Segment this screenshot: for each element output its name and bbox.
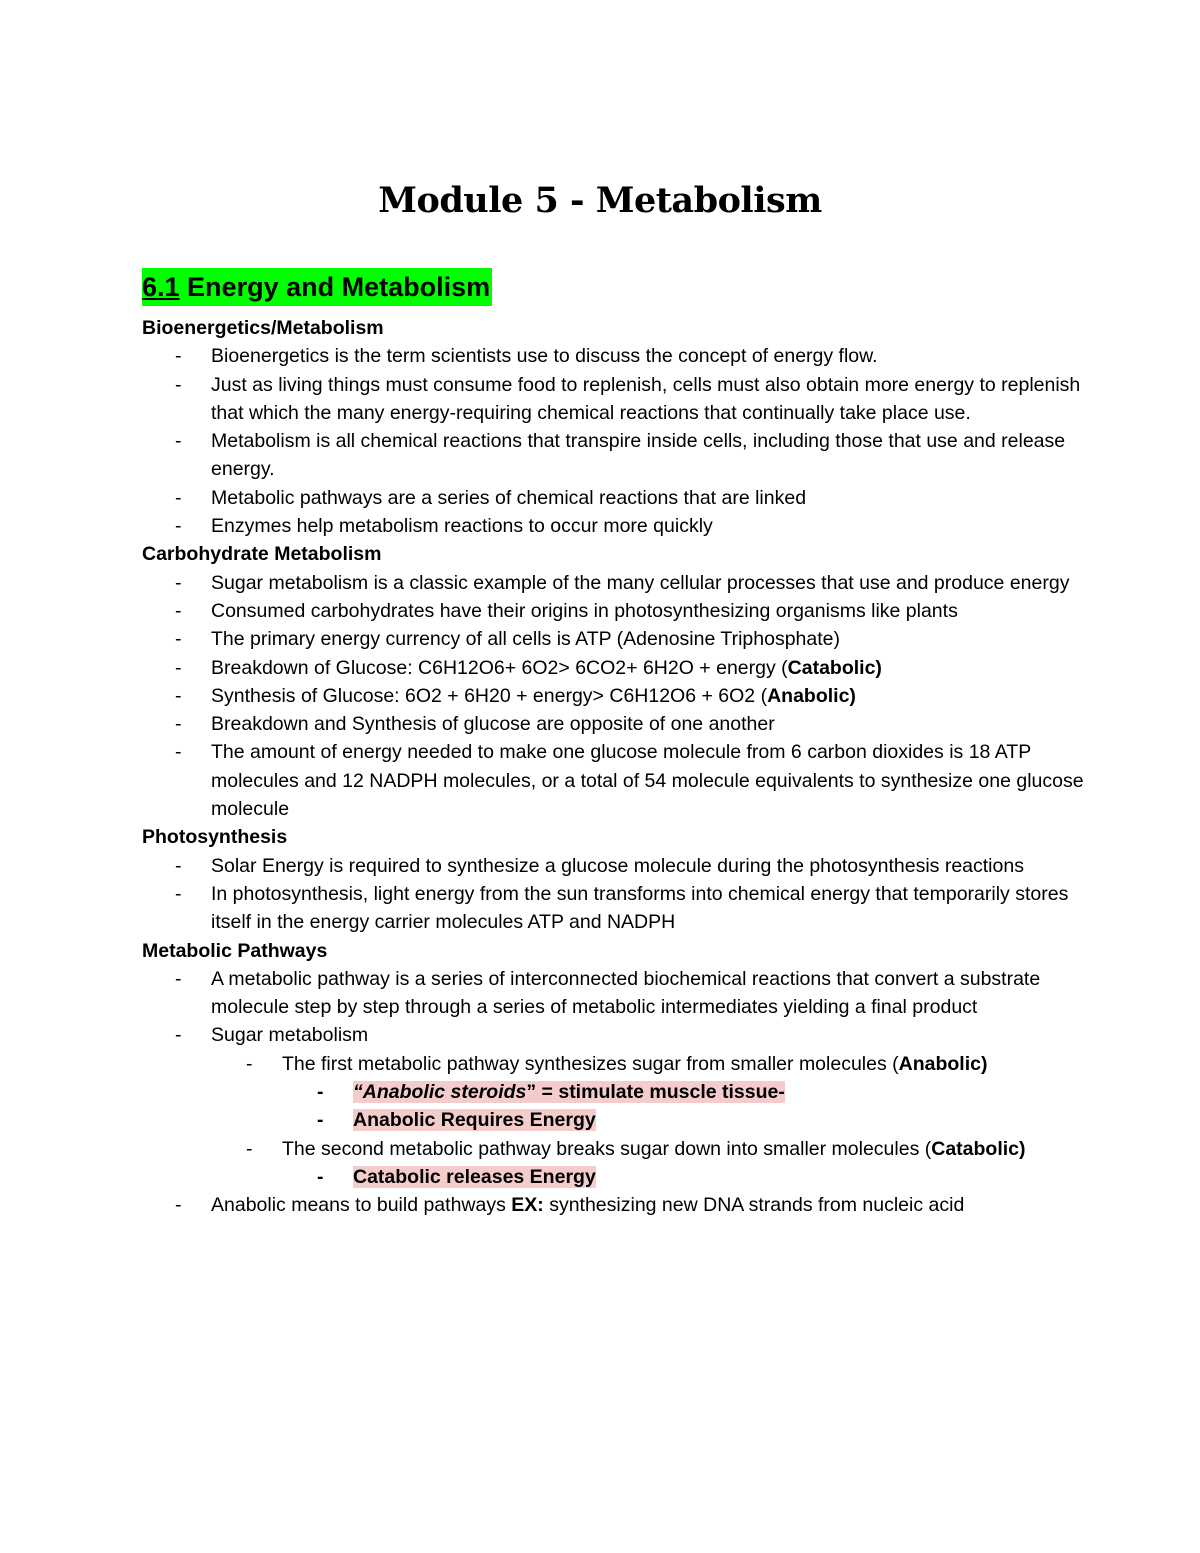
italic-term: “Anabolic steroids	[353, 1081, 527, 1104]
highlighted-note: Anabolic Requires Energy	[353, 1109, 596, 1132]
nested-list-item	[142, 1050, 1102, 1078]
bullet-dash: -	[175, 599, 182, 622]
list-item	[142, 512, 1102, 540]
subheading-photosynthesis: Photosynthesis	[142, 826, 288, 849]
list-item	[142, 738, 1102, 823]
list-item	[142, 654, 1102, 682]
bullet-dash: -	[175, 345, 182, 368]
list-item	[142, 371, 1102, 428]
list-item-text: In photosynthesis, light energy from the sun transforms into chemical energy that temporarily stores itself in the energy carrier molecules ATP and NADPH	[211, 882, 1069, 934]
highlighted-note: Catabolic releases Energy	[353, 1165, 596, 1188]
bold-term: Anabolic)	[767, 684, 856, 707]
list-item-text: Anabolic means to build pathways	[211, 1194, 512, 1217]
bullet-dash: -	[175, 486, 182, 509]
list-item-text: Just as living things must consume food to replenish, cells must also obtain more energy to replenish that which the many energy-requiring chemical reactions that continually take place use.	[211, 373, 1081, 424]
list-item-text: Sugar metabolism is a classic example of the many cellular processes that use and produce energy	[211, 571, 1070, 594]
list-item-text: Bioenergetics is the term scientists use to discuss the concept of energy flow.	[211, 345, 878, 368]
bullet-dash: -	[246, 1137, 253, 1160]
bullet-dash: -	[175, 571, 182, 594]
bullet-dash: -	[175, 854, 182, 877]
section-heading	[142, 268, 492, 306]
list-item-text: synthesizing new DNA strands from nucleic acid	[543, 1194, 965, 1217]
bullet-dash: -	[175, 882, 182, 905]
page-title: Module 5 - Metabolism	[378, 180, 822, 221]
bold-term: Catabolic)	[787, 656, 882, 679]
list-item	[142, 569, 1102, 597]
list-item-text: Consumed carbohydrates have their origins in photosynthesizing organisms like plants	[211, 599, 958, 622]
bullet-dash: -	[317, 1081, 324, 1104]
bullet-dash: -	[175, 684, 182, 707]
list-item-text: The first metabolic pathway synthesizes sugar from smaller molecules (	[282, 1052, 899, 1075]
list-item-text: Synthesis of Glucose: 6O2 + 6H20 + energy> C6H12O6 + 6O2 (	[211, 684, 768, 707]
bullet-dash: -	[175, 373, 182, 396]
bullet-dash: -	[175, 430, 182, 453]
bullet-dash: -	[175, 741, 182, 764]
list-item	[142, 427, 1102, 484]
list-item	[142, 1191, 1102, 1219]
bullet-dash: -	[175, 628, 182, 651]
list-item-text: Metabolic pathways are a series of chemical reactions that are linked	[211, 486, 807, 509]
bullet-dash: -	[175, 1024, 182, 1047]
bullet-dash: -	[175, 713, 182, 736]
list-item-text: Metabolism is all chemical reactions that transpire inside cells, including those that use and release energy.	[211, 430, 1066, 481]
bullet-dash: -	[175, 515, 182, 538]
bullet-dash: -	[246, 1052, 253, 1075]
list-item	[142, 682, 1102, 710]
bold-term: EX:	[511, 1194, 544, 1217]
note-item	[142, 1163, 1102, 1191]
list-item-text: Enzymes help metabolism reactions to occur more quickly	[211, 515, 713, 538]
bullet-dash: -	[175, 1194, 182, 1217]
nested-list-item	[142, 1135, 1102, 1163]
highlighted-note	[353, 1081, 785, 1103]
list-item	[142, 1021, 1102, 1049]
subheading-bioenergetics: Bioenergetics/Metabolism	[142, 317, 384, 339]
list-item-text: The amount of energy needed to make one glucose molecule from 6 carbon dioxides is 18 ATP molecules and 12 NADPH molecules, or a total of 54 molecule equivalents to synthesize one glucose molecule	[211, 741, 1084, 821]
note-text: ” = stimulate muscle tissue-	[526, 1081, 785, 1104]
list-item	[142, 625, 1102, 653]
list-item-text: The primary energy currency of all cells is ATP (Adenosine Triphosphate)	[211, 628, 840, 651]
note-item	[142, 1106, 1102, 1134]
bullet-dash: -	[175, 656, 182, 679]
list-item	[142, 880, 1102, 937]
bullet-dash: -	[317, 1165, 324, 1188]
list-item-text: The second metabolic pathway breaks sugar down into smaller molecules (	[282, 1137, 932, 1160]
list-item-text: Solar Energy is required to synthesize a glucose molecule during the photosynthesis reactions	[211, 854, 1024, 877]
bold-term: Catabolic)	[931, 1137, 1026, 1160]
list-item	[142, 597, 1102, 625]
list-item-text: Sugar metabolism	[211, 1024, 369, 1047]
subheading-metabolic-pathways: Metabolic Pathways	[142, 939, 328, 962]
list-item-text: Breakdown and Synthesis of glucose are opposite of one another	[211, 713, 775, 736]
document-body	[142, 268, 1102, 1220]
list-item-text: A metabolic pathway is a series of interconnected biochemical reactions that convert a substrate molecule step by step through a series of metabolic intermediates yielding a final product	[211, 967, 1041, 1019]
note-item	[142, 1078, 1102, 1106]
subheading-carbohydrate: Carbohydrate Metabolism	[142, 543, 382, 566]
list-item	[142, 965, 1102, 1022]
section-number: 6.1	[142, 272, 180, 302]
bullet-dash: -	[175, 967, 182, 990]
list-item	[142, 342, 1102, 370]
list-item-text: Breakdown of Glucose: C6H12O6+ 6O2> 6CO2+ 6H2O + energy (	[211, 656, 788, 679]
bullet-dash: -	[317, 1109, 324, 1132]
list-item	[142, 484, 1102, 512]
list-item	[142, 710, 1102, 738]
section-title: Energy and Metabolism	[179, 272, 491, 302]
bold-term: Anabolic)	[898, 1052, 988, 1075]
list-item	[142, 852, 1102, 880]
